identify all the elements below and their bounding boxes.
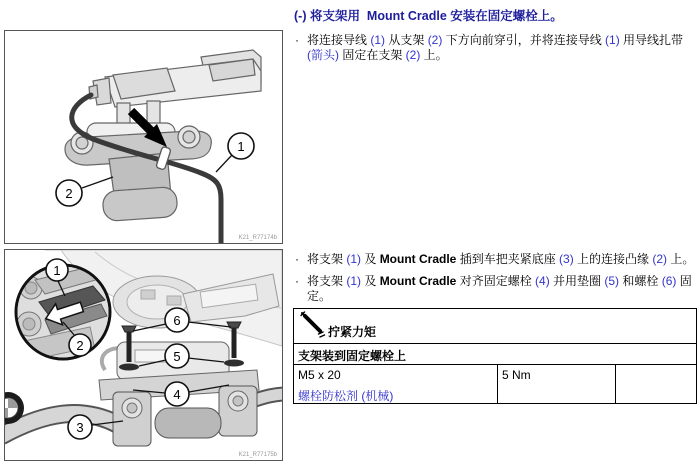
part-ref-link[interactable]: (2) — [427, 33, 443, 47]
figure-top-panel — [4, 30, 283, 244]
torque-value-cell — [498, 365, 616, 403]
mount-cradle-drawing — [65, 50, 261, 222]
part-ref-link[interactable]: (5) — [604, 274, 620, 288]
part-ref-link[interactable]: (3) — [559, 252, 574, 266]
figure-bottom-illustration — [5, 250, 282, 460]
svg-text:4: 4 — [173, 387, 181, 402]
part-ref-link[interactable]: (箭头) — [307, 48, 339, 62]
figure-code: K21_R77174b — [238, 235, 277, 241]
product-name: Mount Cradle — [379, 274, 457, 288]
bolt-spec: M5 x 20 — [298, 368, 341, 382]
part-ref-link[interactable]: (6) — [661, 274, 677, 288]
instruction-text: 将连接导线 (1) 从支架 (2) 下方向前穿引，并将连接导线 (1) 用导线扎带(箭头) 固定在支架 (2) 上。 — [307, 33, 684, 62]
torque-empty-cell — [616, 365, 696, 403]
svg-text:3: 3 — [76, 420, 84, 435]
callout-1 — [216, 133, 254, 172]
part-ref-link[interactable]: (2) — [405, 48, 421, 62]
bullet-marker: · — [295, 33, 299, 47]
torque-wrench-icon — [298, 310, 328, 340]
torque-spec-cell — [294, 365, 498, 403]
torque-table-header — [294, 309, 696, 344]
part-ref-link[interactable]: (4) — [535, 274, 550, 288]
svg-text:6: 6 — [173, 313, 181, 328]
instruction-step-1 — [294, 33, 698, 63]
svg-text:2: 2 — [76, 338, 84, 353]
torque-title: 拧紧力矩 — [328, 325, 377, 339]
figure-code: K21_R77175b — [238, 452, 277, 458]
part-ref-link[interactable]: (2) — [652, 252, 668, 266]
instruction-step-2 — [294, 252, 698, 267]
torque-table-row — [294, 365, 696, 403]
product-name: Mount Cradle — [379, 252, 457, 266]
thread-lock-link[interactable]: 螺栓防松剂 (机械) — [298, 389, 394, 403]
part-ref-link[interactable]: (1) — [346, 274, 362, 288]
torque-table — [293, 308, 697, 404]
torque-value: 5 Nm — [502, 368, 531, 382]
svg-text:1: 1 — [237, 139, 245, 154]
bullet-marker: · — [295, 252, 299, 266]
figure-top-illustration — [5, 31, 282, 243]
torque-table-section: 支架装到固定螺栓上 — [294, 344, 696, 365]
figure-bottom-panel — [4, 249, 283, 461]
svg-text:1: 1 — [53, 263, 61, 278]
instruction-text: 将支架 (1) 及 Mount Cradle 对齐固定螺栓 (4) 并用垫圈 (5) 和螺栓 (6) 固定。 — [307, 274, 692, 303]
bullet-marker: · — [295, 274, 299, 288]
part-ref-link[interactable]: (1) — [370, 33, 386, 47]
svg-text:5: 5 — [173, 349, 181, 364]
part-ref-link[interactable]: (1) — [346, 252, 362, 266]
instruction-text: 将支架 (1) 及 Mount Cradle 插到车把夹紧底座 (3) 上的连接凸缘 (2) 上。 — [307, 252, 695, 266]
part-ref-link[interactable]: (1) — [605, 33, 620, 47]
instruction-step-3 — [294, 274, 698, 304]
section-heading: (-) 将支架用 Mount Cradle 安装在固定螺栓上。 — [294, 9, 563, 23]
svg-text:2: 2 — [65, 186, 73, 201]
